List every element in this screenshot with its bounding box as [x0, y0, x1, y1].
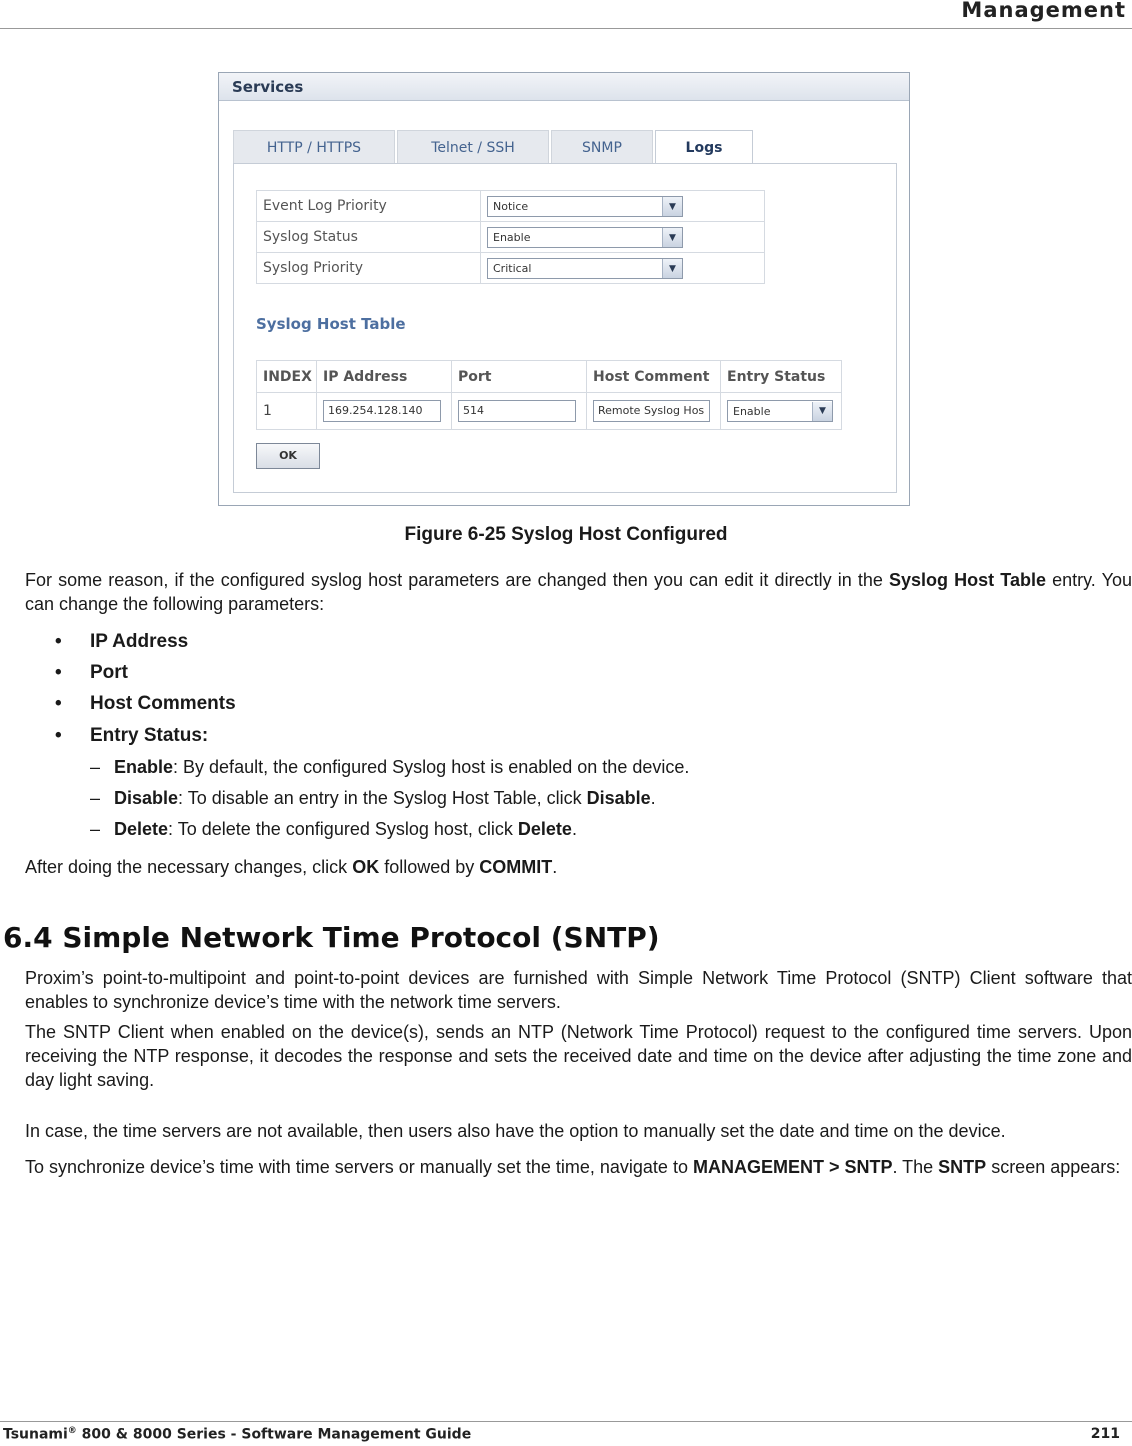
- logs-panel: [233, 163, 897, 493]
- list-item: • IP Address: [55, 631, 189, 652]
- entry-status-select[interactable]: [727, 400, 833, 422]
- col-entry-status: Entry Status: [721, 361, 842, 393]
- col-host-comment: Host Comment: [587, 361, 721, 393]
- param-row: [257, 191, 765, 222]
- syslog-status-label: Syslog Status: [257, 222, 481, 253]
- event-log-priority-label: Event Log Priority: [257, 191, 481, 222]
- chevron-down-icon: ▼: [662, 197, 682, 216]
- sntp-paragraph-2: The SNTP Client when enabled on the device(s), sends an NTP (Network Time Protocol) request to the configured time servers. Upon receiving the NTP response, it decodes the response and sets the received date and time on the device after adjusting the time zone and day light saving.: [25, 1022, 1132, 1090]
- ip-address-input[interactable]: 169.254.128.140: [323, 400, 441, 422]
- tab-snmp[interactable]: SNMP: [551, 130, 653, 164]
- syslog-host-table-title: Syslog Host Table: [256, 315, 406, 333]
- host-comment-input[interactable]: Remote Syslog Hos: [593, 400, 710, 422]
- col-ip-address: IP Address: [317, 361, 452, 393]
- list-item: • Entry Status:: [55, 725, 209, 746]
- chevron-down-icon: ▼: [662, 228, 682, 247]
- param-row: [257, 222, 765, 253]
- port-input[interactable]: 514: [458, 400, 576, 422]
- page-number: 211: [1090, 1426, 1120, 1442]
- log-params-table: [256, 190, 765, 284]
- ok-button[interactable]: OK: [256, 443, 320, 469]
- tab-logs[interactable]: Logs: [655, 130, 753, 165]
- sntp-paragraph-4: To synchronize device’s time with time servers or manually set the time, navigate to MANAGEMENT > SNTP. The SNTP screen appears:: [25, 1157, 1121, 1177]
- select-value: Critical: [493, 262, 532, 275]
- sub-list-item: – Enable: By default, the configured Syslog host is enabled on the device.: [90, 757, 690, 777]
- sntp-paragraph-3: In case, the time servers are not available, then users also have the option to manually set the date and time on the device.: [25, 1121, 1006, 1141]
- sntp-paragraph-1: Proxim’s point-to-multipoint and point-to-point devices are furnished with Simple Network Time Protocol (SNTP) Client software that enables to synchronize device’s time with the network time servers.: [25, 968, 1132, 1012]
- services-tabs: [233, 130, 755, 164]
- col-index: INDEX: [257, 361, 317, 393]
- select-value: Notice: [493, 200, 529, 213]
- table-header-row: [257, 361, 842, 393]
- running-header: Management: [961, 0, 1126, 22]
- event-log-priority-select[interactable]: [487, 196, 683, 217]
- col-port: Port: [452, 361, 587, 393]
- sub-list-item: – Delete: To delete the configured Syslog host, click Delete.: [90, 819, 577, 839]
- intro-paragraph: For some reason, if the configured syslog host parameters are changed then you can edit it directly in the Syslog Host Table entry. You can change the following parameters:: [25, 570, 1132, 614]
- list-item: • Host Comments: [55, 693, 236, 714]
- section-heading: 6.4 Simple Network Time Protocol (SNTP): [3, 921, 660, 954]
- services-screenshot: [218, 72, 910, 506]
- chevron-down-icon: ▼: [662, 259, 682, 278]
- syslog-host-table-term: Syslog Host Table: [889, 570, 1046, 590]
- tab-http-https[interactable]: HTTP / HTTPS: [233, 130, 395, 164]
- footer-rule: [0, 1421, 1132, 1422]
- tab-telnet-ssh[interactable]: Telnet / SSH: [397, 130, 549, 164]
- syslog-status-select[interactable]: [487, 227, 683, 248]
- after-changes-paragraph: After doing the necessary changes, click OK followed by COMMIT.: [25, 857, 558, 877]
- param-row: [257, 253, 765, 284]
- sub-list-item: – Disable: To disable an entry in the Syslog Host Table, click Disable.: [90, 788, 656, 808]
- syslog-priority-select[interactable]: [487, 258, 683, 279]
- list-item: • Port: [55, 662, 128, 683]
- syslog-priority-label: Syslog Priority: [257, 253, 481, 284]
- header-rule: [0, 28, 1132, 29]
- figure-caption: Figure 6-25 Syslog Host Configured: [404, 524, 728, 545]
- select-value: Enable: [493, 231, 531, 244]
- table-row: [257, 393, 842, 430]
- chevron-down-icon: ▼: [812, 402, 832, 421]
- row-index: 1: [257, 393, 317, 430]
- services-title: Services: [219, 73, 909, 101]
- select-value: Enable: [733, 404, 771, 418]
- syslog-host-table: [256, 360, 842, 430]
- footer-title: Tsunami® 800 & 8000 Series - Software Management Guide: [3, 1426, 472, 1443]
